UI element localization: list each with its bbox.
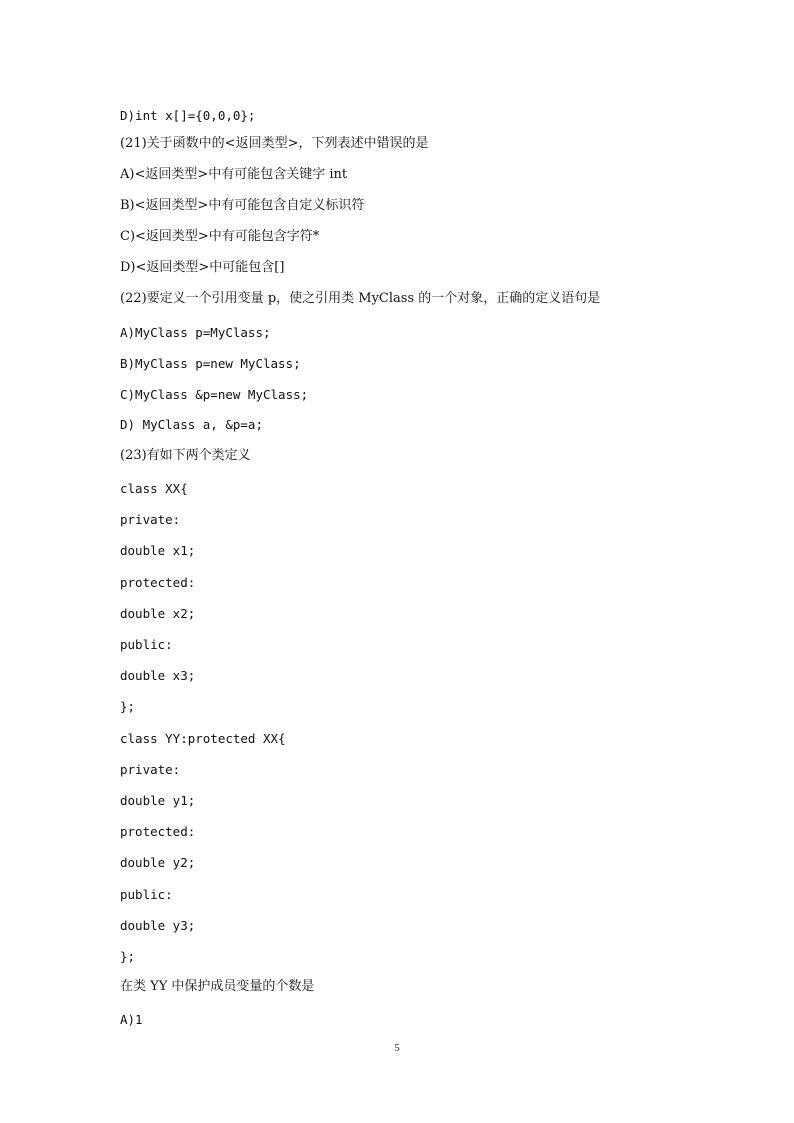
option-a-q23: A)1 (120, 1012, 143, 1027)
code-line: double y3; (120, 918, 196, 933)
code-line: double y2; (120, 855, 196, 870)
question-23: (23)有如下两个类定义 (120, 448, 251, 463)
option-c-q22: C)MyClass &p=new MyClass; (120, 387, 309, 402)
option-b-q21: B)<返回类型>中有可能包含自定义标识符 (120, 198, 365, 213)
code-line: class YY:protected XX{ (120, 731, 286, 746)
option-a-q22: A)MyClass p=MyClass; (120, 325, 271, 340)
code-line: protected: (120, 824, 196, 839)
option-d-q22: D) MyClass a, &p=a; (120, 417, 263, 432)
page-number: 5 (394, 1042, 400, 1054)
option-a-q21: A)<返回类型>中有可能包含关键字 int (120, 167, 348, 182)
option-b-q22: B)MyClass p=new MyClass; (120, 356, 301, 371)
code-line: }; (120, 699, 136, 714)
code-line: public: (120, 637, 173, 652)
code-line: double x3; (120, 668, 196, 683)
code-line: public: (120, 887, 173, 902)
code-line: private: (120, 512, 181, 527)
question-22: (22)要定义一个引用变量 p，使之引用类 MyClass 的一个对象，正确的定义语句是 (120, 291, 601, 306)
code-line: class XX{ (120, 481, 188, 496)
code-line: }; (120, 949, 136, 964)
code-line: double x2; (120, 606, 196, 621)
code-line: double x1; (120, 543, 196, 558)
option-d-q20: D)int x[]={0,0,0}; (120, 108, 256, 123)
question-21: (21)关于函数中的<返回类型>，下列表述中错误的是 (120, 136, 429, 151)
code-line: private: (120, 762, 181, 777)
question-23-prompt: 在类 YY 中保护成员变量的个数是 (120, 979, 315, 994)
option-c-q21: C)<返回类型>中有可能包含字符* (120, 229, 320, 244)
code-line: protected: (120, 575, 196, 590)
code-line: double y1; (120, 793, 196, 808)
option-d-q21: D)<返回类型>中可能包含[] (120, 260, 285, 275)
